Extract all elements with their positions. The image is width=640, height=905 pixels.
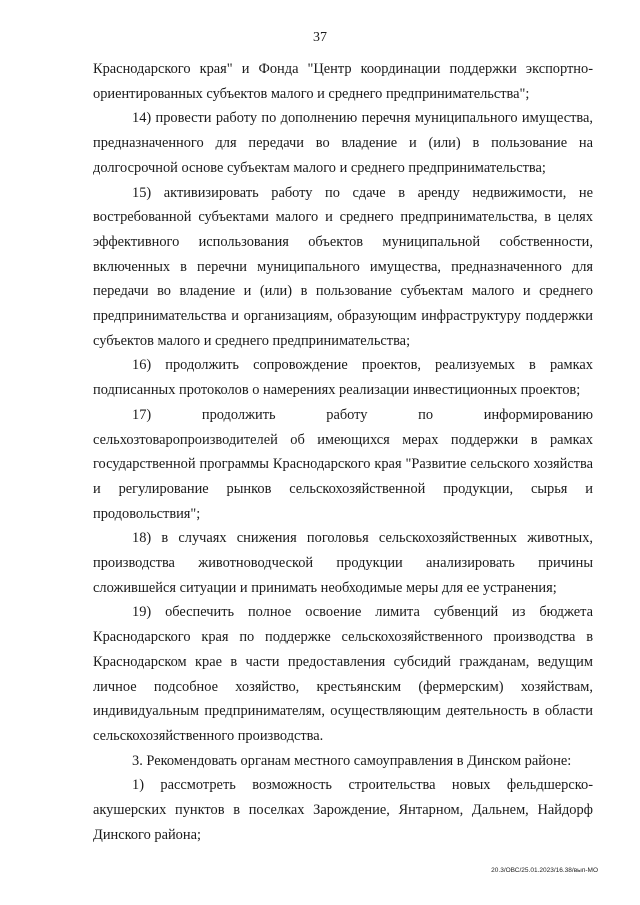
- paragraph-item-17: 17) продолжить работу по информированию сельхозтоваропроизводителей об имеющихся мерах поддержки в рамках государственной программы Краснодарского края "Развитие сельского хозяйства и регулирование рынков сельскохозяйственной продукции, сырья и продовольствия";: [93, 406, 593, 522]
- paragraph-item-14: 14) провести работу по дополнению перечня муниципального имущества, предназначенного для передачи во владение и (или) в пользование на долгосрочной основе субъектам малого и среднего предпринимательства;: [93, 110, 593, 176]
- paragraph-item-16: 16) продолжить сопровождение проектов, реализуемых в рамках подписанных протоколов о намерениях реализации инвестиционных проектов;: [93, 357, 593, 399]
- page-number: 37: [313, 30, 327, 45]
- document-body: [93, 57, 593, 848]
- paragraph-item-15: 15) активизировать работу по сдаче в аренду недвижимости, не востребованной субъектами малого и среднего предпринимательства, в целях эффективного использования объектов муниципальной собственности, включенных в перечни муниципального имущества, предназначенного для передачи во владение и (или) в пользование субъектам малого и среднего предпринимательства и организациям, образующим инфраструктуру поддержки субъектов малого и среднего предпринимательства;: [93, 184, 593, 349]
- paragraph-section-3: 3. Рекомендовать органам местного самоуправления в Динском районе:: [132, 752, 572, 769]
- paragraph-item-19: 19) обеспечить полное освоение лимита субвенций из бюджета Краснодарского края по поддержке сельскохозяйственного производства в Краснодарском крае в части предоставления субсидий гражданам, ведущим личное подсобное хозяйство, крестьянским (фермерским) хозяйствам, индивидуальным предпринимателям, осуществляющим деятельность в области сельскохозяйственного производства.: [93, 604, 593, 744]
- paragraph-continuation: Краснодарского края" и Фонда "Центр координации поддержки экспортно-ориентированных субъектов малого и среднего предпринимательства";: [93, 61, 593, 102]
- paragraph-item-1: 1) рассмотреть возможность строительства новых фельдшерско-акушерских пунктов в поселках Зарождение, Янтарном, Дальнем, Найдорф Динского района;: [93, 777, 593, 843]
- paragraph-item-18: 18) в случаях снижения поголовья сельскохозяйственных животных, производства животноводческой продукции анализировать причины сложившейся ситуации и принимать необходимые меры для ее устранения;: [93, 530, 593, 596]
- footer-document-code: 20.3/ОВС/25.01.2023/16.38/вып-МО: [491, 867, 598, 874]
